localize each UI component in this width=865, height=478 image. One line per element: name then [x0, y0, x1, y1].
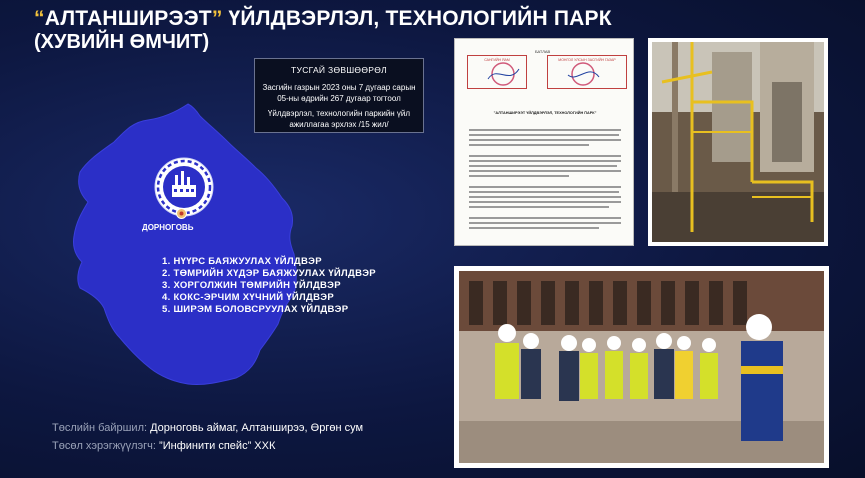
doc-text-line [469, 129, 621, 131]
title-rest: ҮЙЛДВЭРЛЭЛ, ТЕХНОЛОГИЙН ПАРК [222, 7, 612, 30]
doc-text-line [469, 175, 569, 177]
factory-item: 2. ТӨМРИЙН ХҮДЭР БАЯЖУУЛАХ ҮЙЛДВЭР [162, 268, 376, 279]
doc-text-line [469, 139, 621, 141]
doc-heading: "АЛТАНШИРЭЭТ ҮЙЛДВЭРЛЭЛ, ТЕХНОЛОГИЙН ПАРК" [493, 111, 597, 115]
doc-text-line [469, 227, 599, 229]
plant-interior-photo [648, 38, 828, 246]
doc-text-line [469, 191, 619, 193]
plant-interior-image [652, 42, 824, 242]
doc-stamp-right-text: МОНГОЛ УЛСЫН ЗАСГИЙН ГАЗАР [558, 58, 616, 62]
doc-stamp-header: БАТЛАВ [535, 49, 551, 54]
factory-item: 4. КОКС-ЭРЧИМ ХҮЧНИЙ ҮЙЛДВЭР [162, 292, 334, 303]
doc-text-line [469, 201, 621, 203]
permit-heading: ТУСГАЙ ЗӨВШӨӨРӨЛ [291, 65, 387, 75]
project-location [52, 422, 363, 434]
slide-title [34, 6, 612, 32]
province-shape [73, 104, 296, 385]
doc-text-line [469, 196, 621, 198]
site-visit-image [459, 271, 824, 463]
permit-resolution-text: Засгийн газрын 2023 оны 7 дугаар сарын 05-ны өдрийн 267 дугаар тогтоол [262, 83, 416, 103]
project-client [52, 440, 275, 452]
factory-item: 3. ХОРГОЛЖИН ТӨМРИЙН ҮЙЛДВЭР [162, 280, 341, 291]
doc-text-line [469, 206, 609, 208]
doc-text-line [469, 134, 619, 136]
client-label: Төсөл хэрэгжүүлэгч: [52, 440, 156, 452]
doc-seal-left [483, 61, 523, 87]
title-close-quote: ” [211, 7, 223, 30]
doc-seal-right [563, 61, 603, 87]
doc-text-line [469, 165, 617, 167]
doc-text-line [469, 160, 621, 162]
dornogovi-map [70, 98, 300, 388]
doc-text-line [469, 144, 589, 146]
permit-document-image [454, 38, 634, 246]
doc-stamp-left-text: САНГИЙН ЯАМ [484, 58, 510, 62]
doc-text-line [469, 186, 621, 188]
doc-text-line [469, 222, 621, 224]
permit-box [254, 58, 424, 133]
permit-activity-text: Үйлдвэрлэл, технологийн паркийн үйл ажиллагаа эрхлэх /15 жил/ [267, 109, 411, 129]
title-open-quote: “ [34, 7, 45, 30]
factory-item: 1. НҮҮРС БАЯЖУУЛАХ ҮЙЛДВЭР [162, 256, 322, 267]
factory-list [162, 256, 376, 316]
doc-text-line [469, 217, 621, 219]
doc-text-line [469, 155, 621, 157]
factory-item: 5. ШИРЭМ БОЛОВСРУУЛАХ ҮЙЛДВЭР [162, 304, 349, 315]
location-value: Дорноговь аймаг, Алтанширээ, Өргөн сум [150, 422, 364, 434]
region-label: ДОРНОГОВЬ [142, 223, 194, 232]
slide-subtitle: (ХУВИЙН ӨМЧИТ) [34, 31, 210, 53]
location-label: Төслийн байршил: [52, 422, 148, 434]
site-visit-photo [454, 266, 829, 468]
location-pin-icon [176, 208, 187, 219]
doc-text-line [469, 170, 621, 172]
client-value: ”Инфинити спейс” ХХК [159, 440, 276, 452]
title-park-name: АЛТАНШИРЭЭТ [44, 7, 212, 30]
